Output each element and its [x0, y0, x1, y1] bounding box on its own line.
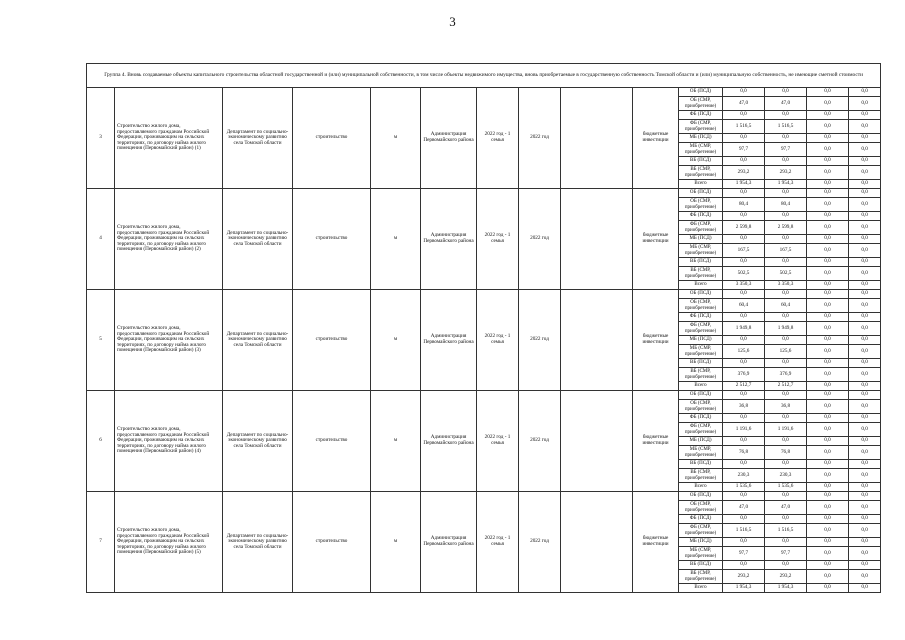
funding-value-v3: 0,0 [807, 400, 849, 414]
funding-source-label: МБ (ПСД) [679, 538, 723, 547]
funding-value-v2: 1 535,6 [765, 483, 807, 492]
funding-source-label: ОБ (ПСД) [679, 391, 723, 400]
funding-value-v3: 0,0 [807, 584, 849, 593]
funding-value-v3: 0,0 [807, 492, 849, 501]
funding-value-v3: 0,0 [807, 515, 849, 524]
project-name: Строительство жилого дома, предоставляемого гражданам Российской Федерации, проживающим на сельских территориях, по договору найма жилого помещения (Первомайский район) (3) [115, 290, 223, 391]
funding-source-label: ОБ (СМР, приобретение) [679, 97, 723, 111]
funding-value-v3: 0,0 [807, 88, 849, 97]
funding-source-label: ФБ (СМР, приобретение) [679, 120, 723, 134]
funding-value-v3: 0,0 [807, 368, 849, 382]
funding-value-v3: 0,0 [807, 299, 849, 313]
project-customer: Администрация Первомайского района [421, 492, 477, 593]
funding-value-v4: 0,0 [849, 423, 881, 437]
funding-value-v4: 0,0 [849, 157, 881, 166]
funding-source-label: ФБ (ПСД) [679, 111, 723, 120]
funding-value-v2: 47,0 [765, 97, 807, 111]
funding-value-v4: 0,0 [849, 290, 881, 299]
funding-value-v4: 0,0 [849, 97, 881, 111]
funding-value-v4: 0,0 [849, 515, 881, 524]
project-department: Департамент по социально-экономическому развитию села Томской области [223, 88, 293, 189]
funding-value-v1: 0,0 [723, 391, 765, 400]
project-type: строительство [293, 88, 371, 189]
funding-value-v1: 0,0 [723, 460, 765, 469]
funding-value-v4: 0,0 [849, 143, 881, 157]
funding-value-v3: 0,0 [807, 313, 849, 322]
project-customer: Администрация Первомайского района [421, 189, 477, 290]
funding-value-v3: 0,0 [807, 414, 849, 423]
funding-value-v3: 0,0 [807, 359, 849, 368]
funding-source-label: ФБ (СМР, приобретение) [679, 322, 723, 336]
funding-source-label: ОБ (ПСД) [679, 290, 723, 299]
project-unit: м [371, 88, 421, 189]
funding-value-v1: 97,7 [723, 547, 765, 561]
funding-value-v1: 0,0 [723, 336, 765, 345]
funding-value-v3: 0,0 [807, 235, 849, 244]
funding-value-v3: 0,0 [807, 437, 849, 446]
table-row [87, 391, 881, 400]
funding-source-label: ОБ (СМР, приобретение) [679, 299, 723, 313]
funding-source-label: ФБ (ПСД) [679, 313, 723, 322]
funding-value-v1: 0,0 [723, 359, 765, 368]
funding-value-v3: 0,0 [807, 345, 849, 359]
project-period: 2022 год - 1 семья [477, 391, 519, 492]
funding-value-v2: 502,5 [765, 267, 807, 281]
funding-value-v3: 0,0 [807, 97, 849, 111]
funding-value-v2: 0,0 [765, 235, 807, 244]
funding-source-label: МБ (ПСД) [679, 235, 723, 244]
funding-value-v3: 0,0 [807, 120, 849, 134]
project-year: 2022 год [519, 88, 561, 189]
project-period: 2022 год - 1 семья [477, 492, 519, 593]
objects-table [86, 63, 881, 593]
project-name: Строительство жилого дома, предоставляемого гражданам Российской Федерации, проживающим на сельских территориях, по договору найма жилого помещения (Первомайский район) (2) [115, 189, 223, 290]
project-department: Департамент по социально-экономическому развитию села Томской области [223, 391, 293, 492]
project-unit: м [371, 492, 421, 593]
funding-value-v3: 0,0 [807, 382, 849, 391]
funding-value-v1: 3 350,3 [723, 281, 765, 290]
funding-value-v4: 0,0 [849, 244, 881, 258]
funding-value-v3: 0,0 [807, 281, 849, 290]
funding-value-v2: 0,0 [765, 437, 807, 446]
funding-value-v1: 502,5 [723, 267, 765, 281]
funding-source-label: ФБ (ПСД) [679, 414, 723, 423]
funding-source-label: МБ (ПСД) [679, 437, 723, 446]
project-year: 2022 год [519, 391, 561, 492]
funding-source-label: ОБ (ПСД) [679, 492, 723, 501]
project-type: строительство [293, 189, 371, 290]
funding-value-v1: 1 516,5 [723, 524, 765, 538]
funding-value-v4: 0,0 [849, 547, 881, 561]
funding-value-v4: 0,0 [849, 336, 881, 345]
funding-source-label: Всего [679, 584, 723, 593]
funding-source-label: ФБ (СМР, приобретение) [679, 524, 723, 538]
funding-source-label: ОБ (ПСД) [679, 189, 723, 198]
project-period: 2022 год - 1 семья [477, 88, 519, 189]
funding-value-v1: 0,0 [723, 212, 765, 221]
funding-value-v1: 0,0 [723, 134, 765, 143]
funding-value-v1: 1 516,5 [723, 120, 765, 134]
funding-value-v4: 0,0 [849, 267, 881, 281]
funding-value-v2: 0,0 [765, 492, 807, 501]
funding-value-v1: 0,0 [723, 538, 765, 547]
funding-value-v3: 0,0 [807, 547, 849, 561]
funding-value-v4: 0,0 [849, 88, 881, 97]
funding-value-v2: 1 516,5 [765, 524, 807, 538]
funding-source-label: ФБ (ПСД) [679, 212, 723, 221]
funding-value-v2: 167,5 [765, 244, 807, 258]
project-form: бюджетные инвестиции [633, 88, 679, 189]
funding-value-v2: 0,0 [765, 414, 807, 423]
funding-value-v3: 0,0 [807, 322, 849, 336]
funding-value-v3: 0,0 [807, 336, 849, 345]
funding-value-v4: 0,0 [849, 469, 881, 483]
funding-value-v2: 0,0 [765, 359, 807, 368]
funding-value-v2: 1 516,5 [765, 120, 807, 134]
funding-value-v2: 293,2 [765, 166, 807, 180]
funding-value-v2: 0,0 [765, 391, 807, 400]
funding-source-label: ОБ (СМР, приобретение) [679, 198, 723, 212]
funding-value-v1: 0,0 [723, 515, 765, 524]
funding-value-v2: 0,0 [765, 111, 807, 120]
funding-value-v1: 0,0 [723, 414, 765, 423]
funding-value-v3: 0,0 [807, 538, 849, 547]
funding-value-v4: 0,0 [849, 345, 881, 359]
funding-value-v3: 0,0 [807, 258, 849, 267]
funding-value-v2: 0,0 [765, 189, 807, 198]
funding-value-v1: 97,7 [723, 143, 765, 157]
funding-value-v2: 0,0 [765, 212, 807, 221]
funding-value-v4: 0,0 [849, 359, 881, 368]
funding-value-v4: 0,0 [849, 570, 881, 584]
funding-source-label: МБ (СМР, приобретение) [679, 143, 723, 157]
funding-source-label: ВБ (СМР, приобретение) [679, 166, 723, 180]
funding-value-v1: 1 949,8 [723, 322, 765, 336]
funding-value-v4: 0,0 [849, 120, 881, 134]
funding-value-v2: 97,7 [765, 143, 807, 157]
funding-value-v1: 60,4 [723, 299, 765, 313]
funding-value-v3: 0,0 [807, 391, 849, 400]
funding-value-v4: 0,0 [849, 281, 881, 290]
funding-value-v1: 47,0 [723, 501, 765, 515]
table-row [87, 189, 881, 198]
funding-value-v1: 0,0 [723, 258, 765, 267]
funding-source-label: ВБ (СМР, приобретение) [679, 570, 723, 584]
funding-value-v1: 0,0 [723, 492, 765, 501]
funding-value-v2: 125,6 [765, 345, 807, 359]
funding-value-v2: 0,0 [765, 157, 807, 166]
project-form: бюджетные инвестиции [633, 492, 679, 593]
project-department: Департамент по социально-экономическому развитию села Томской области [223, 290, 293, 391]
funding-value-v4: 0,0 [849, 584, 881, 593]
funding-source-label: ОБ (СМР, приобретение) [679, 400, 723, 414]
funding-value-v1: 47,0 [723, 97, 765, 111]
project-unit: м [371, 391, 421, 492]
funding-value-v4: 0,0 [849, 446, 881, 460]
project-name: Строительство жилого дома, предоставляемого гражданам Российской Федерации, проживающим на сельских территориях, по договору найма жилого помещения (Первомайский район) (4) [115, 391, 223, 492]
funding-value-v4: 0,0 [849, 391, 881, 400]
funding-value-v3: 0,0 [807, 561, 849, 570]
project-name: Строительство жилого дома, предоставляемого гражданам Российской Федерации, проживающим на сельских территориях, по договору найма жилого помещения (Первомайский район) (5) [115, 492, 223, 593]
funding-source-label: МБ (СМР, приобретение) [679, 345, 723, 359]
funding-value-v1: 230,3 [723, 469, 765, 483]
funding-value-v3: 0,0 [807, 244, 849, 258]
funding-source-label: ОБ (ПСД) [679, 88, 723, 97]
caption-row [87, 64, 881, 88]
funding-value-v3: 0,0 [807, 501, 849, 515]
table-caption: Группа 4. Вновь создаваемые объекты капитального строительства областной государственной и (или) муниципальной собственности, в том числе объекты недвижимого имущества, вновь приобретаемые в государственную собственность Томской области и (или) муниципальную собственность, не имеющие сметной стоимости [87, 64, 881, 88]
funding-value-v4: 0,0 [849, 414, 881, 423]
funding-source-label: ВБ (ПСД) [679, 359, 723, 368]
project-type: строительство [293, 391, 371, 492]
table-row [87, 88, 881, 97]
funding-value-v4: 0,0 [849, 400, 881, 414]
project-customer: Администрация Первомайского района [421, 391, 477, 492]
page-number: 3 [449, 14, 456, 29]
funding-source-label: Всего [679, 180, 723, 189]
funding-value-v2: 0,0 [765, 460, 807, 469]
project-blank-cell [561, 492, 633, 593]
funding-value-v4: 0,0 [849, 235, 881, 244]
funding-value-v3: 0,0 [807, 143, 849, 157]
funding-source-label: Всего [679, 382, 723, 391]
funding-value-v4: 0,0 [849, 561, 881, 570]
funding-value-v1: 0,0 [723, 235, 765, 244]
funding-value-v2: 0,0 [765, 290, 807, 299]
funding-value-v4: 0,0 [849, 198, 881, 212]
funding-value-v2: 0,0 [765, 561, 807, 570]
funding-value-v2: 0,0 [765, 336, 807, 345]
project-form: бюджетные инвестиции [633, 189, 679, 290]
project-year: 2022 год [519, 290, 561, 391]
funding-value-v4: 0,0 [849, 299, 881, 313]
funding-value-v1: 293,2 [723, 166, 765, 180]
project-number: 3 [87, 88, 115, 189]
funding-value-v3: 0,0 [807, 111, 849, 120]
funding-value-v4: 0,0 [849, 483, 881, 492]
project-customer: Администрация Первомайского района [421, 290, 477, 391]
funding-value-v3: 0,0 [807, 290, 849, 299]
funding-value-v3: 0,0 [807, 423, 849, 437]
funding-value-v2: 2 512,7 [765, 382, 807, 391]
funding-value-v1: 2 512,7 [723, 382, 765, 391]
funding-source-label: Всего [679, 281, 723, 290]
funding-value-v4: 0,0 [849, 111, 881, 120]
funding-value-v1: 1 954,3 [723, 584, 765, 593]
project-form: бюджетные инвестиции [633, 290, 679, 391]
funding-source-label: ОБ (СМР, приобретение) [679, 501, 723, 515]
funding-value-v4: 0,0 [849, 180, 881, 189]
project-unit: м [371, 189, 421, 290]
funding-value-v1: 0,0 [723, 88, 765, 97]
funding-value-v2: 47,0 [765, 501, 807, 515]
funding-value-v2: 0,0 [765, 258, 807, 267]
funding-value-v2: 97,7 [765, 547, 807, 561]
funding-value-v3: 0,0 [807, 166, 849, 180]
project-period: 2022 год - 1 семья [477, 290, 519, 391]
funding-source-label: ФБ (ПСД) [679, 515, 723, 524]
project-type: строительство [293, 492, 371, 593]
funding-value-v2: 2 599,8 [765, 221, 807, 235]
funding-value-v1: 80,4 [723, 198, 765, 212]
funding-source-label: ВБ (СМР, приобретение) [679, 368, 723, 382]
funding-value-v4: 0,0 [849, 313, 881, 322]
project-number: 5 [87, 290, 115, 391]
funding-value-v2: 293,2 [765, 570, 807, 584]
project-period: 2022 год - 1 семья [477, 189, 519, 290]
funding-value-v3: 0,0 [807, 221, 849, 235]
funding-value-v3: 0,0 [807, 524, 849, 538]
table-row [87, 492, 881, 501]
funding-value-v1: 2 599,8 [723, 221, 765, 235]
funding-value-v2: 80,4 [765, 198, 807, 212]
funding-source-label: ВБ (СМР, приобретение) [679, 267, 723, 281]
funding-source-label: Всего [679, 483, 723, 492]
funding-value-v2: 0,0 [765, 538, 807, 547]
funding-value-v1: 0,0 [723, 561, 765, 570]
project-blank-cell [561, 290, 633, 391]
funding-value-v1: 76,8 [723, 446, 765, 460]
funding-value-v4: 0,0 [849, 382, 881, 391]
funding-value-v2: 0,0 [765, 515, 807, 524]
funding-value-v3: 0,0 [807, 134, 849, 143]
funding-value-v1: 125,6 [723, 345, 765, 359]
project-department: Департамент по социально-экономическому развитию села Томской области [223, 189, 293, 290]
funding-value-v4: 0,0 [849, 460, 881, 469]
table-row [87, 290, 881, 299]
funding-source-label: ВБ (ПСД) [679, 258, 723, 267]
funding-value-v3: 0,0 [807, 469, 849, 483]
funding-source-label: ФБ (СМР, приобретение) [679, 423, 723, 437]
funding-value-v4: 0,0 [849, 492, 881, 501]
funding-source-label: ВБ (ПСД) [679, 460, 723, 469]
funding-value-v1: 1 535,6 [723, 483, 765, 492]
funding-source-label: ВБ (ПСД) [679, 561, 723, 570]
project-year: 2022 год [519, 189, 561, 290]
funding-value-v2: 1 949,8 [765, 322, 807, 336]
funding-value-v1: 293,2 [723, 570, 765, 584]
funding-value-v2: 76,8 [765, 446, 807, 460]
funding-value-v3: 0,0 [807, 212, 849, 221]
funding-value-v1: 167,5 [723, 244, 765, 258]
funding-value-v2: 36,8 [765, 400, 807, 414]
funding-value-v4: 0,0 [849, 221, 881, 235]
funding-value-v4: 0,0 [849, 258, 881, 267]
project-number: 7 [87, 492, 115, 593]
funding-value-v1: 0,0 [723, 290, 765, 299]
funding-value-v3: 0,0 [807, 483, 849, 492]
funding-value-v3: 0,0 [807, 267, 849, 281]
funding-value-v2: 60,4 [765, 299, 807, 313]
funding-value-v1: 1 954,3 [723, 180, 765, 189]
funding-value-v1: 0,0 [723, 189, 765, 198]
funding-source-label: МБ (СМР, приобретение) [679, 244, 723, 258]
funding-value-v4: 0,0 [849, 134, 881, 143]
funding-value-v4: 0,0 [849, 538, 881, 547]
funding-value-v3: 0,0 [807, 570, 849, 584]
funding-value-v4: 0,0 [849, 322, 881, 336]
funding-source-label: ФБ (СМР, приобретение) [679, 221, 723, 235]
funding-value-v2: 0,0 [765, 134, 807, 143]
funding-value-v2: 3 350,3 [765, 281, 807, 290]
project-unit: м [371, 290, 421, 391]
project-department: Департамент по социально-экономическому развитию села Томской области [223, 492, 293, 593]
funding-source-label: МБ (СМР, приобретение) [679, 446, 723, 460]
funding-value-v1: 36,8 [723, 400, 765, 414]
funding-source-label: МБ (СМР, приобретение) [679, 547, 723, 561]
funding-value-v1: 0,0 [723, 111, 765, 120]
funding-value-v1: 376,9 [723, 368, 765, 382]
funding-value-v4: 0,0 [849, 368, 881, 382]
project-blank-cell [561, 88, 633, 189]
funding-value-v4: 0,0 [849, 437, 881, 446]
funding-value-v3: 0,0 [807, 198, 849, 212]
funding-value-v2: 1 954,3 [765, 180, 807, 189]
project-blank-cell [561, 391, 633, 492]
funding-value-v2: 230,3 [765, 469, 807, 483]
funding-value-v3: 0,0 [807, 189, 849, 198]
funding-source-label: МБ (ПСД) [679, 134, 723, 143]
project-name: Строительство жилого дома, предоставляемого гражданам Российской Федерации, проживающим на сельских территориях, по договору найма жилого помещения (Первомайский район) (1) [115, 88, 223, 189]
funding-value-v4: 0,0 [849, 501, 881, 515]
project-year: 2022 год [519, 492, 561, 593]
funding-value-v3: 0,0 [807, 157, 849, 166]
funding-value-v2: 0,0 [765, 88, 807, 97]
funding-value-v3: 0,0 [807, 180, 849, 189]
project-blank-cell [561, 189, 633, 290]
funding-value-v3: 0,0 [807, 446, 849, 460]
funding-value-v1: 0,0 [723, 313, 765, 322]
project-customer: Администрация Первомайского района [421, 88, 477, 189]
funding-value-v4: 0,0 [849, 212, 881, 221]
funding-value-v1: 1 191,6 [723, 423, 765, 437]
funding-source-label: ВБ (ПСД) [679, 157, 723, 166]
funding-value-v3: 0,0 [807, 460, 849, 469]
funding-source-label: ВБ (СМР, приобретение) [679, 469, 723, 483]
project-form: бюджетные инвестиции [633, 391, 679, 492]
funding-value-v1: 0,0 [723, 437, 765, 446]
funding-value-v2: 1 954,3 [765, 584, 807, 593]
funding-value-v4: 0,0 [849, 166, 881, 180]
project-type: строительство [293, 290, 371, 391]
funding-value-v4: 0,0 [849, 524, 881, 538]
project-number: 4 [87, 189, 115, 290]
funding-source-label: МБ (ПСД) [679, 336, 723, 345]
funding-value-v2: 1 191,6 [765, 423, 807, 437]
funding-value-v2: 0,0 [765, 313, 807, 322]
funding-value-v2: 376,9 [765, 368, 807, 382]
project-number: 6 [87, 391, 115, 492]
funding-value-v4: 0,0 [849, 189, 881, 198]
funding-value-v1: 0,0 [723, 157, 765, 166]
